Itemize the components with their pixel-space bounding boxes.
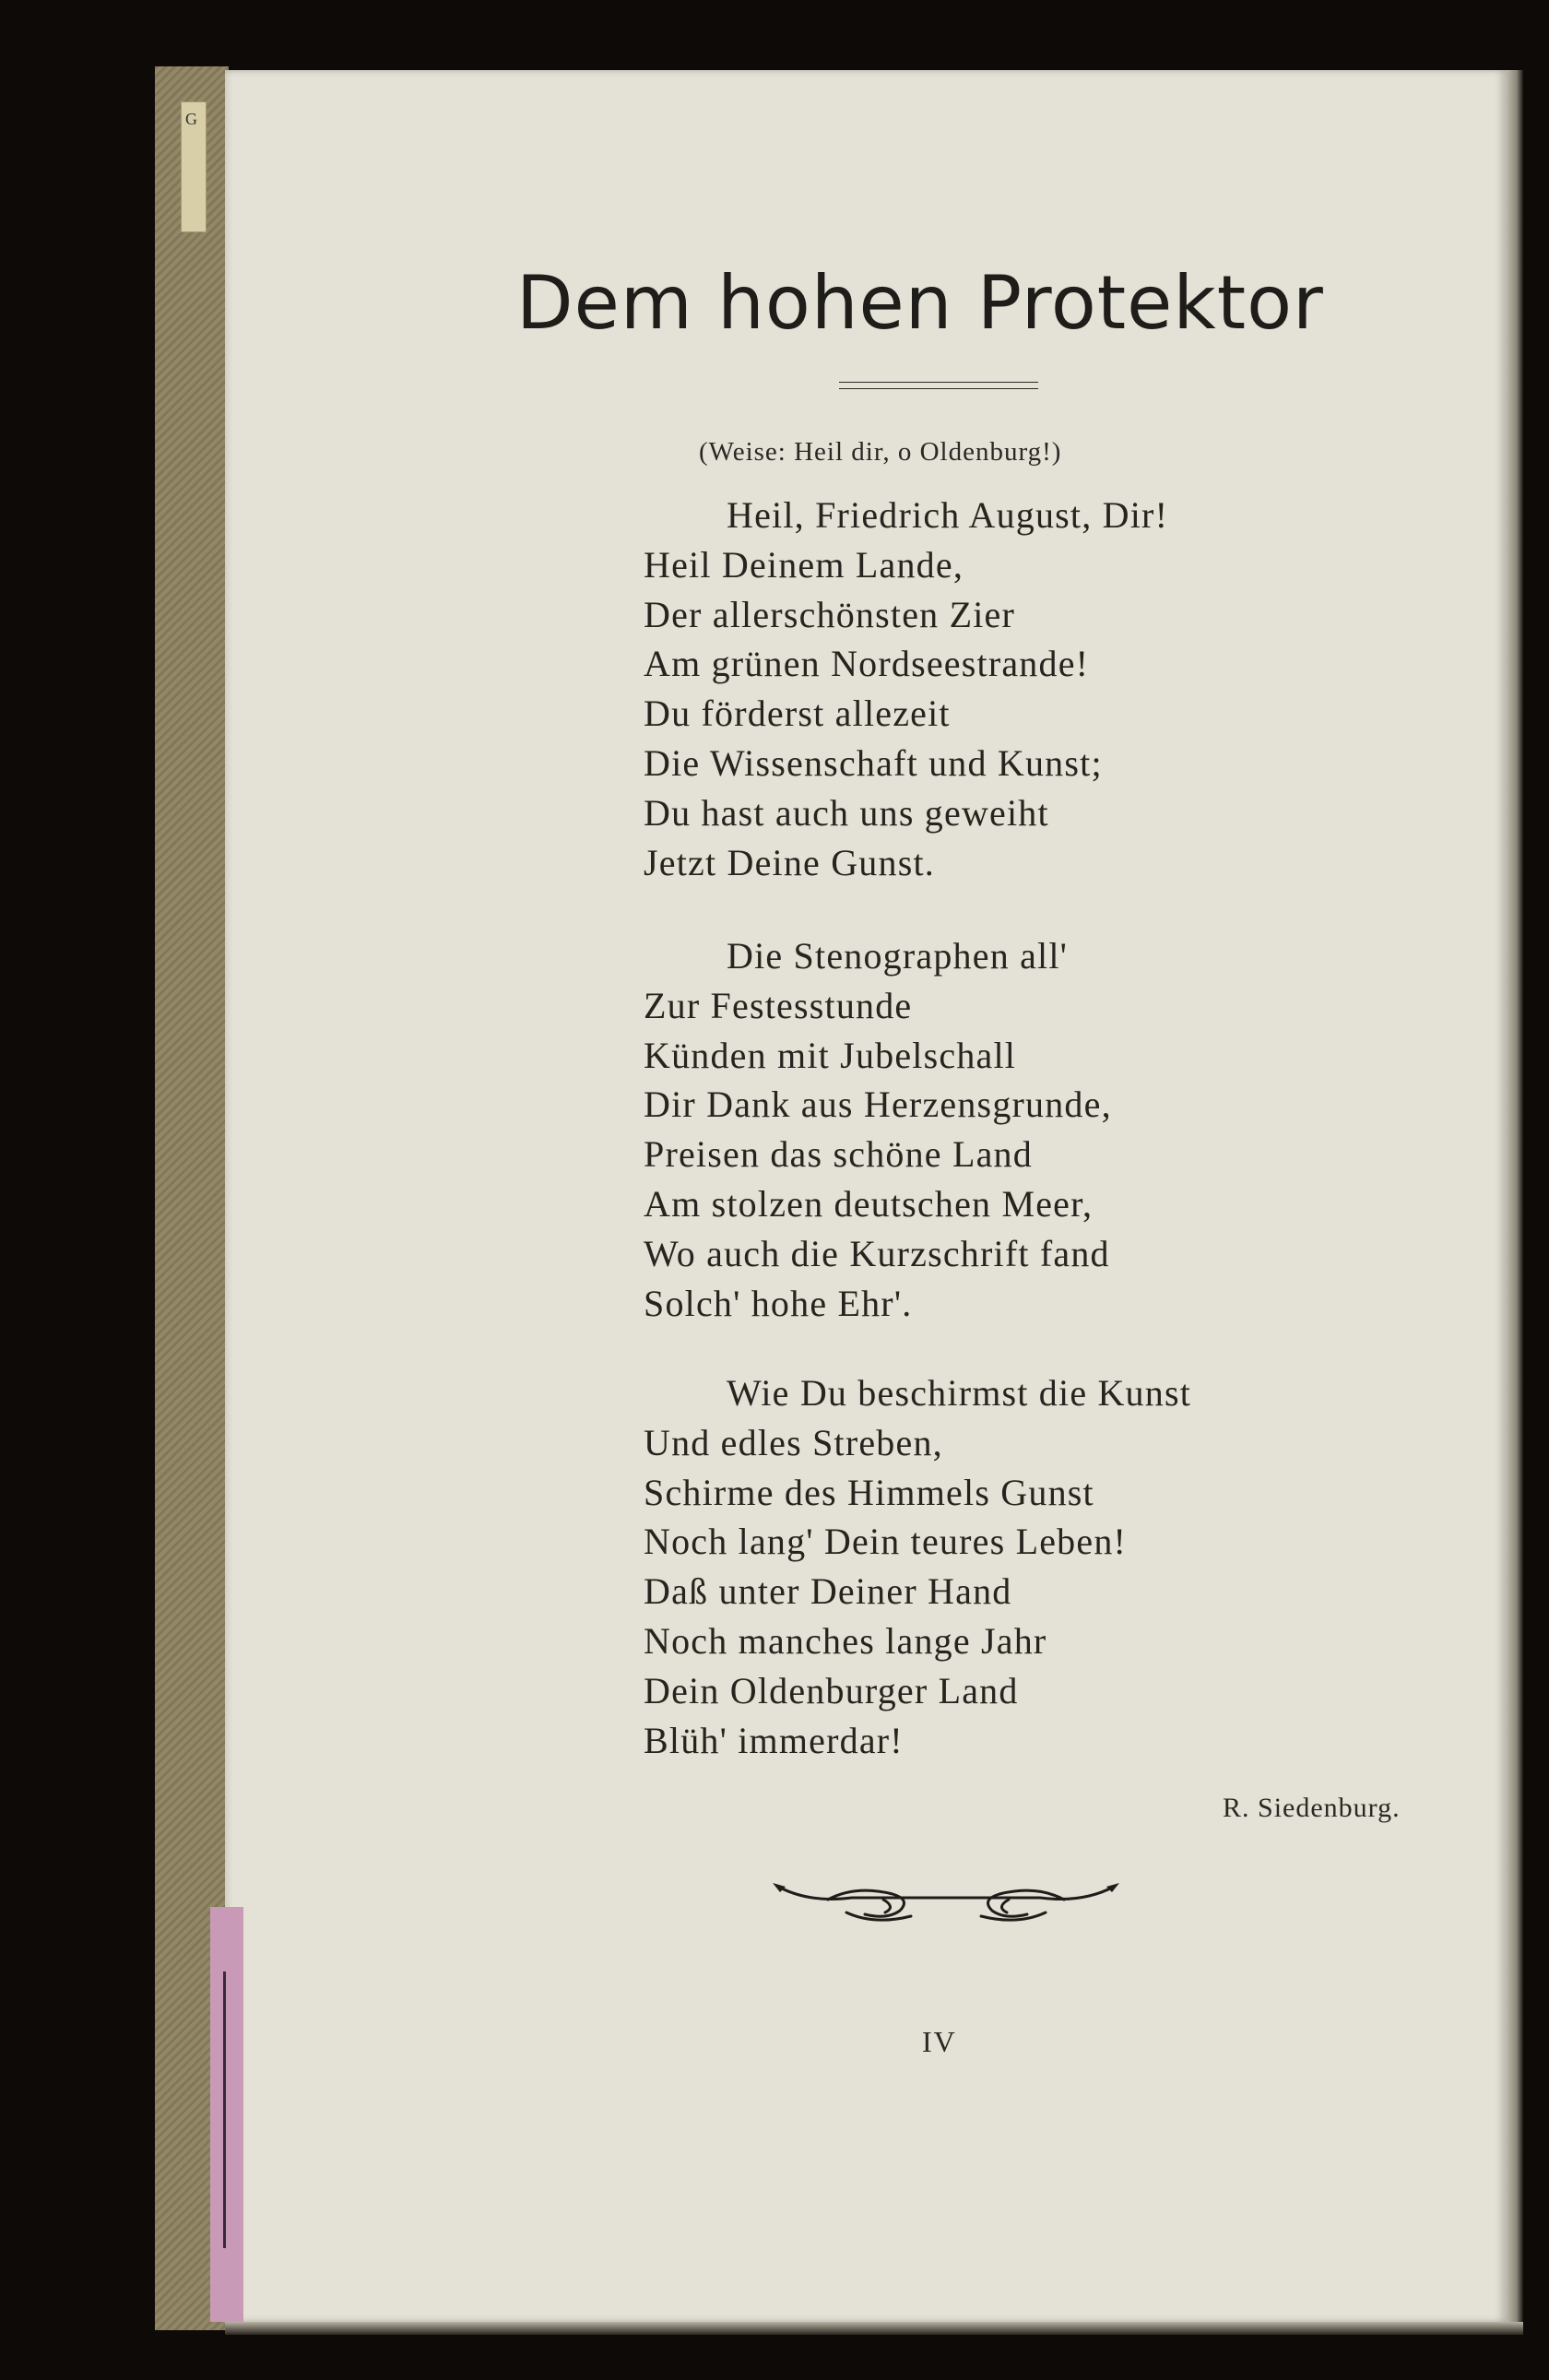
verse-line: Noch lang' Dein teures Leben!: [644, 1521, 1128, 1563]
poem-subtitle: (Weise: Heil dir, o Oldenburg!): [699, 437, 1062, 467]
color-calibration-strip: [210, 1907, 243, 2322]
verse-line: Dir Dank aus Herzensgrunde,: [644, 1083, 1112, 1126]
page-edge-bottom: [225, 2322, 1523, 2335]
verse-line: Solch' hohe Ehr'.: [644, 1282, 913, 1324]
verse-line: Heil Deinem Lande,: [644, 543, 964, 586]
verse-line: Dein Oldenburger Land: [644, 1669, 1019, 1711]
ruler-line: [223, 1971, 226, 2248]
ornament-icon: [773, 1866, 1119, 1931]
poem-title: Dem hohen Protektor: [516, 260, 1324, 346]
title-divider: [839, 382, 1038, 389]
verse-line: Heil, Friedrich August, Dir!: [727, 494, 1169, 536]
verse-line: Am grünen Nordseestrande!: [644, 643, 1090, 685]
verse-line: Wo auch die Kurzschrift fand: [644, 1232, 1110, 1274]
verse-line: Schirme des Himmels Gunst: [644, 1471, 1094, 1513]
verse-line: Daß unter Deiner Hand: [644, 1570, 1012, 1613]
verse-line: Der allerschönsten Zier: [644, 593, 1015, 635]
index-tab: [181, 101, 207, 232]
stanza-2: [644, 931, 1473, 1328]
verse-line: Am stolzen deutschen Meer,: [644, 1182, 1094, 1225]
verse-line: Künden mit Jubelschall: [644, 1034, 1017, 1076]
stanza-1: [644, 491, 1473, 887]
verse-line: Zur Festesstunde: [644, 984, 913, 1026]
verse-line: Und edles Streben,: [644, 1421, 943, 1463]
author-signature: R. Siedenburg.: [1223, 1793, 1401, 1823]
verse-line: Wie Du beschirmst die Kunst: [727, 1372, 1192, 1414]
index-tab-letter: G: [185, 110, 197, 128]
verse-line: Die Wissenschaft und Kunst;: [644, 741, 1103, 784]
page-number: IV: [922, 2025, 957, 2058]
verse-line: Du hast auch uns geweiht: [644, 791, 1049, 834]
verse-line: Preisen das schöne Land: [644, 1133, 1033, 1176]
verse-line: Die Stenographen all': [727, 935, 1069, 977]
stanza-3: [644, 1368, 1473, 1765]
verse-line: Du förderst allezeit: [644, 693, 951, 735]
verse-line: Jetzt Deine Gunst.: [644, 841, 935, 883]
verse-line: Noch manches lange Jahr: [644, 1619, 1047, 1662]
verse-line: Blüh' immerdar!: [644, 1719, 904, 1761]
page-edge-right: [1507, 70, 1523, 2322]
